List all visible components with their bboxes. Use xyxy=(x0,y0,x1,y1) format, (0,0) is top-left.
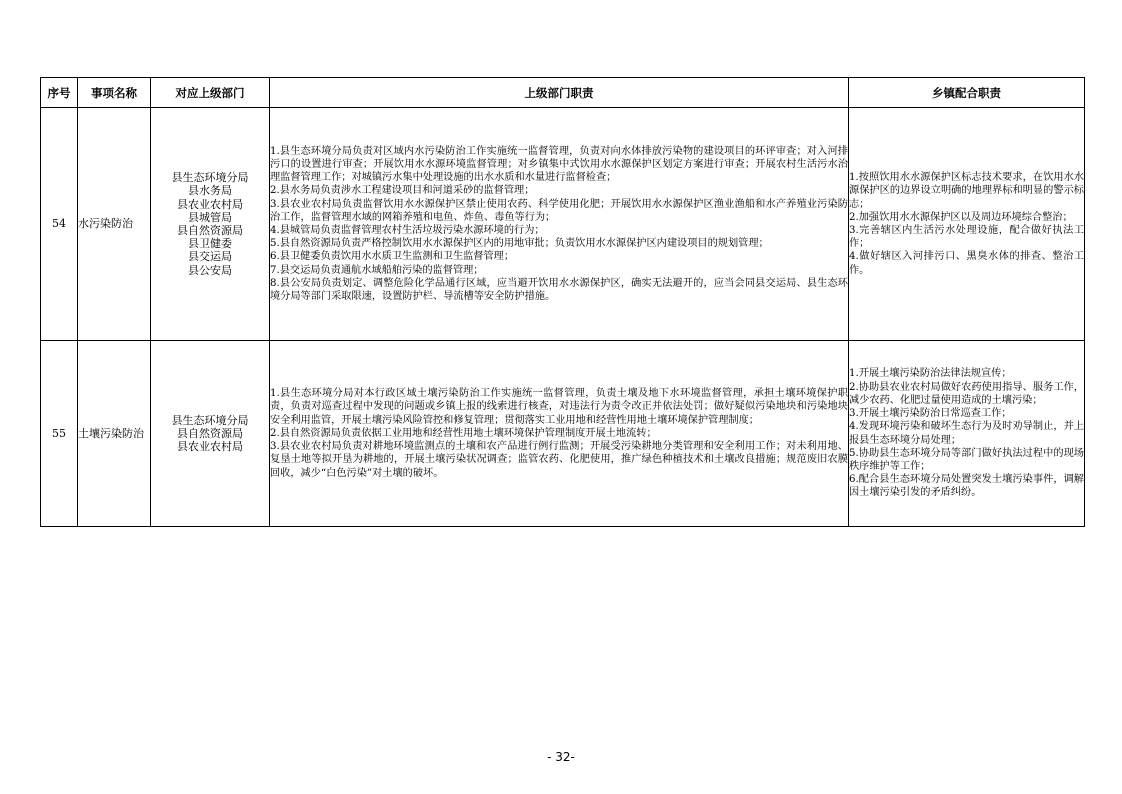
table-header-row xyxy=(41,78,1085,108)
town-duties-cell xyxy=(849,108,1085,341)
department: 县卫健委 xyxy=(188,237,232,251)
duty-item: 1.开展土壤污染防治法律法规宣传； xyxy=(849,368,1012,380)
row-number: 54 xyxy=(41,108,78,341)
department: 县生态环境分局 xyxy=(171,171,249,185)
row-number: 55 xyxy=(41,341,78,527)
page-number: - 32- xyxy=(547,750,575,764)
duty-item: 2.协助县农业农村局做好农药使用指导、服务工作，减少农药、化肥过量使用造成的土壤污染； xyxy=(849,381,1084,406)
department-list xyxy=(151,108,270,341)
duty-item: 3.完善辖区内生活污水处理设施，配合做好执法工作； xyxy=(849,225,1084,250)
duty-item: 2.县自然资源局负责依据工业用地和经营性用地土壤环境保护管理制度开展土地流转； xyxy=(270,427,657,439)
department: 县交运局 xyxy=(188,250,232,264)
department: 县农业农村局 xyxy=(177,440,243,454)
duty-item: 5.协助县生态环境分局等部门做好执法过程中的现场秩序维护等工作； xyxy=(849,447,1084,472)
duty-item: 4.发现环境污染和破坏生态行为及时劝导制止，并上报县生态环境分局处理； xyxy=(849,421,1084,446)
duty-item: 6.县卫健委负责饮用水水质卫生监测和卫生监督管理； xyxy=(270,251,515,263)
header-item-name: 事项名称 xyxy=(78,78,151,108)
duty-item: 8.县公安局负责划定、调整危险化学品通行区域，应当避开饮用水水源保护区，确实无法避开的，应当会同县交运局、县生态环境分局等部门采取限速，设置防护栏、导流槽等安全防护措施。 xyxy=(270,277,848,303)
upper-duties-cell xyxy=(270,108,849,341)
department: 县农业农村局 xyxy=(177,197,243,211)
department: 县城管局 xyxy=(188,210,232,224)
item-name: 土壤污染防治 xyxy=(78,341,151,527)
upper-duties-cell xyxy=(270,341,849,527)
department: 县生态环境分局 xyxy=(171,413,249,427)
department: 县自然资源局 xyxy=(177,224,243,237)
department: 县公安局 xyxy=(188,263,232,277)
duty-item: 3.县农业农村局负责监督饮用水水源保护区禁止使用农药、科学使用化肥；开展饮用水水源保护区渔业渔船和水产养殖业污染防治工作，监督管理水域的网箱养殖和电鱼、炸鱼、毒鱼等行为； xyxy=(270,198,848,223)
duty-item: 3.县农业农村局负责对耕地环境监测点的土壤和农产品进行例行监测；开展受污染耕地分类管理和安全利用工作；对未利用地、复垦土地等拟开垦为耕地的，开展土壤污染状况调查；监管农药、化肥使用，推广绿色种植技术和土壤改良措施；规范废旧农膜回收，减少“白色污染”对土壤的破坏。 xyxy=(270,441,848,479)
table-row xyxy=(41,108,1085,341)
duty-item: 3.开展土壤污染防治日常巡查工作； xyxy=(849,408,1012,420)
town-duties-cell xyxy=(849,341,1085,527)
header-seq: 序号 xyxy=(41,78,78,108)
header-upper-duties: 上级部门职责 xyxy=(270,78,849,108)
duty-item: 4.做好辖区入河排污口、黑臭水体的排查、整治工作。 xyxy=(849,251,1084,276)
duty-item: 5.县自然资源局负责严格控制饮用水水源保护区内的用地审批；负责饮用水水源保护区内建设项目的规划管理； xyxy=(270,238,769,250)
duty-item: 1.按照饮用水水源保护区标志技术要求，在饮用水水源保护区的边界设立明确的地理界标和明显的警示标志； xyxy=(849,172,1084,210)
duty-item: 2.县水务局负责涉水工程建设项目和河道采砂的监督管理； xyxy=(270,185,535,197)
duty-item: 7.县交运局负责通航水域船舶污染的监督管理； xyxy=(270,264,484,276)
department-list xyxy=(151,341,270,527)
duty-item: 6.配合县生态环境分局处置突发土壤污染事件，调解因土壤污染引发的矛盾纠纷。 xyxy=(849,474,1084,499)
item-name: 水污染防治 xyxy=(78,108,151,341)
table-row xyxy=(41,341,1085,527)
duty-item: 2.加强饮用水水源保护区以及周边环境综合整治； xyxy=(849,211,1073,223)
duty-item: 1.县生态环境分局负责对区域内水污染防治工作实施统一监督管理，负责对向水体排放污染物的建设项目的环评审查；对入河排污口的设置进行审查；开展饮用水水源环境监督管理；对乡镇集中式饮用水水源保护区划定方案进行审查；开展农村生活污水治理监督管理工作；对城镇污水集中处理设施的出水水质和水量进行监督检查； xyxy=(270,145,848,184)
department: 县自然资源局 xyxy=(177,426,243,440)
duty-item: 1.县生态环境分局对本行政区域土壤污染防治工作实施统一监督管理，负责土壤及地下水环境监督管理，承担土壤环境保护职责，负责对巡查过程中发现的问题或乡镇上报的线索进行核查，对违法行为责令改正并依法处罚；做好疑似污染地块和污染地块安全利用监管，开展土壤污染风险管控和修复管理；贯彻落实工业用地和经营性用地土壤环境保护管理制度； xyxy=(270,388,848,426)
department: 县水务局 xyxy=(188,184,232,198)
responsibility-table xyxy=(40,77,1085,527)
header-town-duties: 乡镇配合职责 xyxy=(849,78,1085,108)
header-upper-dept: 对应上级部门 xyxy=(151,78,270,108)
duty-item: 4.县城管局负责监督管理农村生活垃圾污染水源环境的行为； xyxy=(270,225,545,236)
